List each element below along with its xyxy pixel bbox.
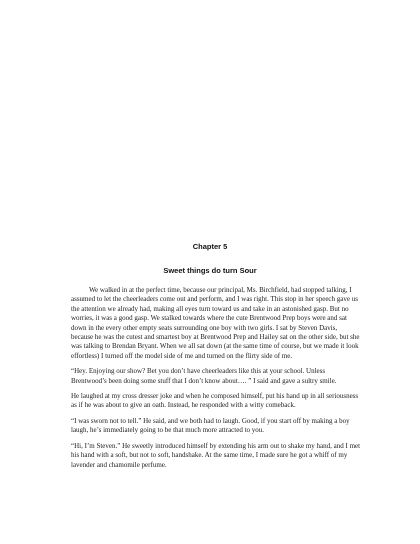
paragraph: He laughed at my cross dresser joke and when he composed himself, put his hand up in all seriousness as if he was about to give an oath. Instead, he responded with a witty comeback. [71, 392, 359, 410]
chapter-body [71, 286, 361, 476]
paragraph: “Hey. Enjoying our show? Bet you don’t have cheerleaders like this at your school. Unless Brentwood’s been doing some stuff that I don’t know about…. ” I said and gave a sultry smile. [71, 367, 337, 385]
chapter-subtitle: Sweet things do turn Sour [163, 266, 257, 275]
chapter-title: Chapter 5 [192, 242, 228, 251]
paragraph: “I was sworn not to tell.” He said, and we both had to laugh. Good, if you start off by making a boy laugh, he’s immediately going to be that much more attracted to you. [71, 416, 350, 435]
paragraph: “Hi, I’m Steven.” He sweetly introduced himself by extending his arm out to shake my hand, and I met his hand with a soft, but not to soft, handshake. At the same time, I made sure he got a whiff of my lavender and chamomile perfume. [71, 441, 361, 469]
paragraph: We walked in at the perfect time, because our principal, Ms. Birchfield, had stopped talking, I assumed to let the cheerleaders come out and perform, and I was right. This stop in her speech gave us the attention we already had, making all eyes turn toward us and take in an astonished gasp. But no worries, it was a good gasp. We stalked towards where the cute Brentwood Prep boys were and sat down in the every other empty seats surrounding one boy with two girls. I sat by Steven Davis, because he was the cutest and smartest boy at Brentwood Prep and Hailey sat on the other side, but she was talking to Brendan Bryant. When we all sat down (at the same time of course, but we made it look effortless) I turned off the model side of me and turned on the flirty side of me. [71, 286, 360, 360]
